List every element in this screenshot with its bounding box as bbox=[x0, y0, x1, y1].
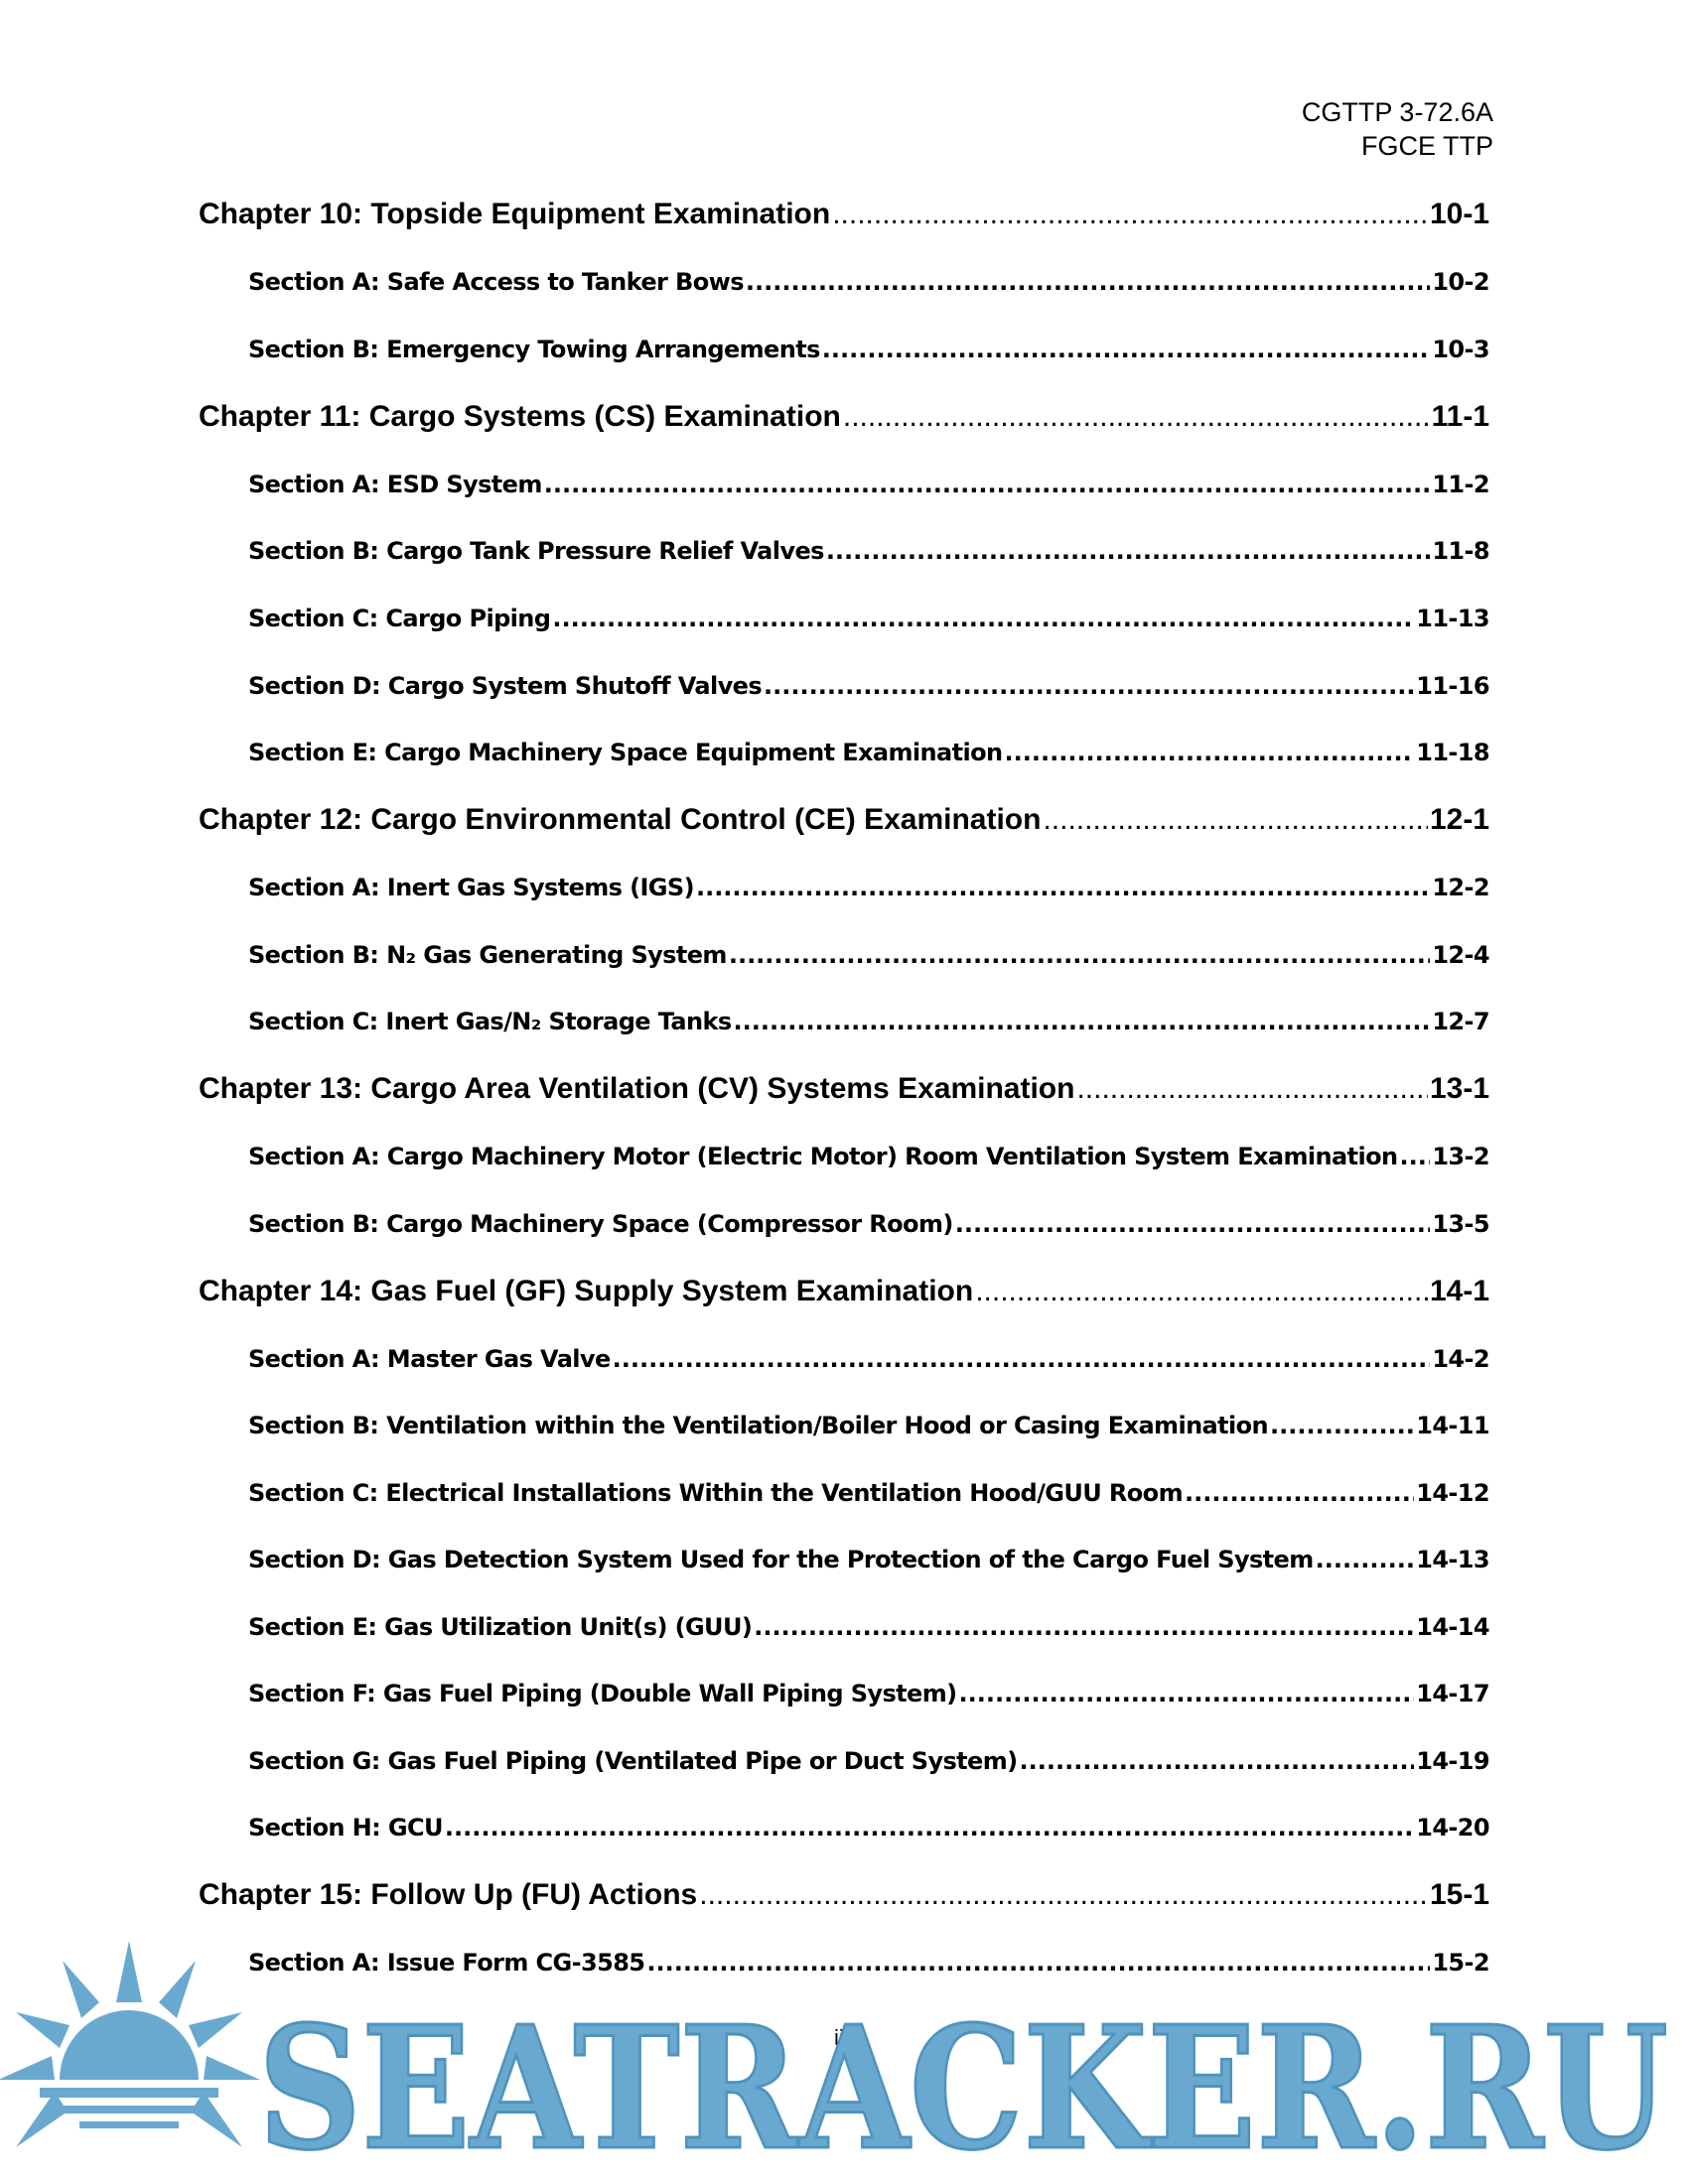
toc-section-10a[interactable]: Section A: Safe Access to Tanker Bows ..... 10-2 bbox=[248, 268, 1489, 296]
dot-leader bbox=[734, 1008, 1431, 1035]
toc-section-12b[interactable]: Section B: N₂ Gas Generating System ..... 12-4 bbox=[248, 941, 1489, 969]
dot-leader bbox=[746, 268, 1430, 296]
toc-section-11b[interactable]: Section B: Cargo Tank Pressure Relief Valves ..... 11-8 bbox=[248, 537, 1489, 565]
toc-section-14b[interactable]: Section B: Ventilation within the Ventilation/Boiler Hood or Casing Examination ..... 14-11 bbox=[248, 1412, 1489, 1439]
toc-chapter-14[interactable]: Chapter 14: Gas Fuel (GF) Supply System Examination ..... 14-1 bbox=[199, 1275, 1489, 1308]
dot-leader bbox=[445, 1814, 1414, 1842]
toc-section-11c[interactable]: Section C: Cargo Piping ..... 11-13 bbox=[248, 605, 1489, 632]
document-id: CGTTP 3-72.6A bbox=[1301, 97, 1493, 127]
toc-section-13a[interactable]: Section A: Cargo Machinery Motor (Electric Motor) Room Ventilation System Examination ..... 13-2 bbox=[248, 1143, 1489, 1170]
dot-leader bbox=[699, 1878, 1428, 1912]
dot-leader bbox=[1270, 1412, 1414, 1439]
dot-leader bbox=[754, 1613, 1414, 1641]
dot-leader bbox=[1076, 1072, 1428, 1106]
toc-section-14e[interactable]: Section E: Gas Utilization Unit(s) (GUU) ..... 14-14 bbox=[248, 1613, 1489, 1641]
dot-leader bbox=[959, 1680, 1415, 1707]
toc-section-11e[interactable]: Section E: Cargo Machinery Space Equipment Examination ..... 11-18 bbox=[248, 739, 1489, 766]
dot-leader bbox=[764, 672, 1414, 700]
toc-section-14a[interactable]: Section A: Master Gas Valve ..... 14-2 bbox=[248, 1345, 1489, 1373]
dot-leader bbox=[1400, 1143, 1431, 1170]
toc-section-14h[interactable]: Section H: GCU ..... 14-20 bbox=[248, 1814, 1489, 1842]
toc-section-15a[interactable]: Section A: Issue Form CG-3585 ..... 15-2 bbox=[248, 1949, 1489, 1977]
toc-section-10b[interactable]: Section B: Emergency Towing Arrangements ..... 10-3 bbox=[248, 336, 1489, 363]
watermark-text: SEATRACKER.RU bbox=[258, 1989, 1668, 2184]
toc-chapter-15[interactable]: Chapter 15: Follow Up (FU) Actions ..... 15-1 bbox=[199, 1878, 1489, 1912]
toc-section-14g[interactable]: Section G: Gas Fuel Piping (Ventilated Pipe or Duct System) ..... 14-19 bbox=[248, 1747, 1489, 1775]
toc-section-12c[interactable]: Section C: Inert Gas/N₂ Storage Tanks ..... 12-7 bbox=[248, 1008, 1489, 1035]
dot-leader bbox=[832, 198, 1428, 231]
dot-leader bbox=[552, 605, 1414, 632]
toc-section-12a[interactable]: Section A: Inert Gas Systems (IGS) ..... 12-2 bbox=[248, 874, 1489, 901]
dot-leader bbox=[1043, 803, 1428, 837]
toc-section-11a[interactable]: Section A: ESD System ..... 11-2 bbox=[248, 471, 1489, 498]
dot-leader bbox=[843, 400, 1430, 434]
watermark-logo bbox=[0, 1931, 1688, 2184]
toc-section-11d[interactable]: Section D: Cargo System Shutoff Valves ..... 11-16 bbox=[248, 672, 1489, 700]
dot-leader bbox=[822, 336, 1431, 363]
sun-icon bbox=[0, 1941, 260, 2147]
dot-leader bbox=[1005, 739, 1415, 766]
dot-leader bbox=[955, 1210, 1431, 1238]
dot-leader bbox=[544, 471, 1431, 498]
dot-leader bbox=[1020, 1747, 1415, 1775]
page-number: iii bbox=[834, 2025, 849, 2050]
toc-section-14c[interactable]: Section C: Electrical Installations Within the Ventilation Hood/GUU Room ..... 14-12 bbox=[248, 1479, 1489, 1507]
dot-leader bbox=[729, 941, 1431, 969]
toc-chapter-12[interactable]: Chapter 12: Cargo Environmental Control (CE) Examination ..... 12-1 bbox=[199, 803, 1489, 837]
dot-leader bbox=[613, 1345, 1431, 1373]
dot-leader bbox=[696, 874, 1430, 901]
dot-leader bbox=[826, 537, 1431, 565]
document-header bbox=[1302, 95, 1493, 163]
toc-chapter-10[interactable]: Chapter 10: Topside Equipment Examination ..... 10-1 bbox=[199, 198, 1489, 231]
toc-chapter-11[interactable]: Chapter 11: Cargo Systems (CS) Examination ..... 11-1 bbox=[199, 400, 1489, 434]
dot-leader bbox=[1316, 1546, 1415, 1573]
document-subtitle: FGCE TTP bbox=[1360, 131, 1493, 161]
toc-section-14d[interactable]: Section D: Gas Detection System Used for the Protection of the Cargo Fuel System ..... 14-13 bbox=[248, 1546, 1489, 1573]
dot-leader bbox=[975, 1275, 1428, 1308]
dot-leader bbox=[1185, 1479, 1414, 1507]
toc-chapter-13[interactable]: Chapter 13: Cargo Area Ventilation (CV) Systems Examination ..... 13-1 bbox=[199, 1072, 1489, 1106]
toc-section-13b[interactable]: Section B: Cargo Machinery Space (Compressor Room) ..... 13-5 bbox=[248, 1210, 1489, 1238]
toc-section-14f[interactable]: Section F: Gas Fuel Piping (Double Wall Piping System) ..... 14-17 bbox=[248, 1680, 1489, 1707]
